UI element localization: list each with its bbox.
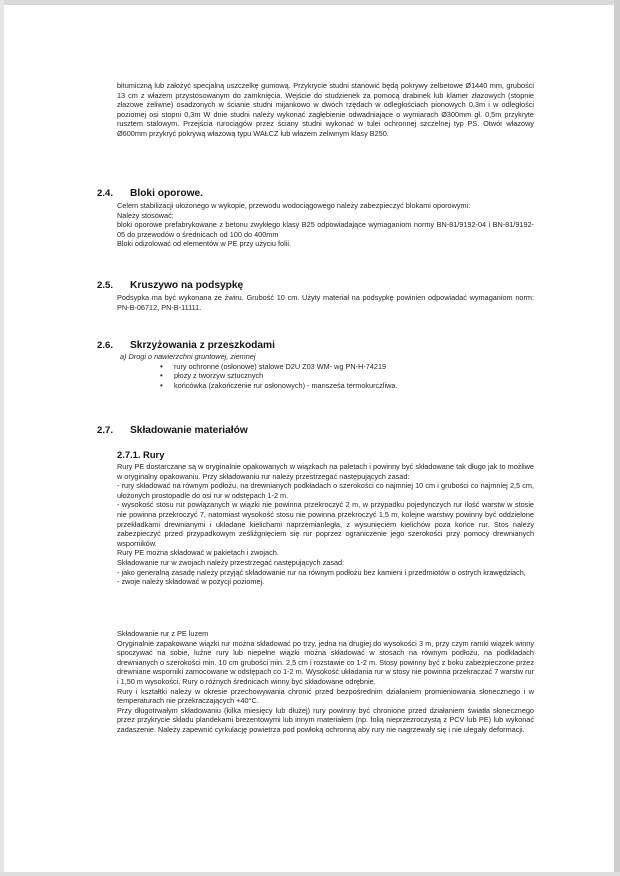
section-2-7-number: 2.7.: [97, 425, 114, 436]
section-2-7-1-block-2: [117, 629, 534, 735]
scan-edge-left: [0, 0, 4, 876]
section-2-6-title: Skrzyżowania z przeszkodami: [130, 340, 275, 351]
paragraph: Przy długotrwałym składowaniu (kilka miesięcy lub dłużej) rury powinny być chronione przed działaniem światła słonecznego przez przykrycie składu plandekami brezentowymi lub innym materiałem (np. folią nieprzezroczystą z PCV lub PE) lub wykonać zadaszenie. Należy zapewnić cyrkulację powietrza pod powłoką ochronną aby rury nie nagrzewały się i nie ulegały deformacji.: [117, 705, 534, 734]
section-2-4-line: Celem stabilizacji ułożonego w wykopie, przewodu wodociągowego należy zabezpieczyć blokami oporowymi:: [117, 201, 471, 210]
paragraph: - jako generalną zasadę należy przyjąć składowanie rur na równym podłożu bez kamieni i przedmiotów o ostrych krawędziach,: [117, 567, 526, 577]
section-2-6-number: 2.6.: [97, 340, 114, 351]
section-2-4-line: Bloki odizolować od elementów w PE przy użyciu folii.: [117, 239, 291, 249]
paragraph: - wysokość stosu rur powiązanych w wiązki nie powinna przekroczyć 2 m, w przypadku pojedynczych rur ilość warstw w stosie nie powinna przekroczyć 7, natomiast wysokość stosu nie powinna przekroczyć 1,5 m, kolejne warstwy powinny być oddzielone przekładkami drewnianymi i układane kielichami naprzemianległa, z wysunięciem kielichów poza końce rur. Stos należy zabezpieczyć przed przypadkowym ześliźgnięciem się rur poprzez ograniczenie jego szerokości przy pomocy drewnianych wsporników.: [117, 500, 534, 548]
section-2-4-number: 2.4.: [97, 188, 114, 199]
section-2-6-body: [120, 352, 537, 390]
section-2-4-body: [117, 201, 534, 249]
section-2-5-number: 2.5.: [97, 280, 114, 291]
scan-edge-bottom: [0, 872, 620, 876]
section-2-6-sublabel: a) Drogi o nawierzchni gruntowej, ziemnej: [120, 352, 256, 361]
section-2-5-text: Podsypka ma być wykonana ze żwiru. Grubość 10 cm. Użyty materiał na podsypkę powinien odpowiadać wymaganiom norm: PN-B-06712, PN-B-11111.: [117, 293, 534, 312]
list-item: • rury ochronne (osłonowe) stalowe D2U Z03 WM- wg PN-H-74219: [120, 362, 537, 372]
intro-text: bitumiczną lub założyć specjalną uszczelkę gumową. Przykrycie studni stanowić będą pokrywy żelbetowe Ø1440 mm, grubości 13 cm z włazem przystosowanym do zamknięcia. Wejście do studzienek za pomocą drabinek lub klamer złazowych (stopnie złazowe żeliwne) osadzonych w ścianie studni mijankowo w dwóch rzędach w odległościach pionowych 0,3m i w odległości poziomej osi stopni 0,3m W dnie studni należy wykonać zagłębienie odwadniające o wymiarach Ø300mm gł. 0,5m przykryte rusztem stalowym. Przejścia rurociągów przez ściany studni wykonać w tulei ochronnej szczelnej typ PS. Otwór włazowy Ø600mm przykryć pokrywą włazową typu WAŁCZ lub włazem żeliwnym klasy B250.: [117, 81, 534, 138]
list-item: • płozy z tworzyw sztucznych: [120, 371, 537, 381]
section-2-6-list: [120, 362, 537, 391]
paragraph: Rury PE dostarczane są w oryginalnie opakowanych w wiązkach na paletach i powinny być składowane tak długo jak to możliwe w oryginalny opakowaniu. Przy składowaniu rur należy przestrzegać następujących zasad:: [117, 462, 534, 481]
section-2-4-line: bloki oporowe prefabrykowane z betonu zwykłego klasy B25 odpowiadające wymaganiom normy BN-81/9192-04 i BN-81/9192-05 do przewodów o średnicach od 100 do 400mm: [117, 220, 534, 239]
intro-paragraph: [117, 81, 534, 139]
section-2-4-line: Należy stosować:: [117, 210, 174, 220]
section-2-7-title: Składowanie materiałów: [130, 425, 248, 436]
paragraph: Rury PE można składować w pakietach i zwojach.: [117, 548, 279, 558]
paragraph: Rury i kształtki należy w okresie przechowywania chronić przed bezpośrednim działaniem promieniowania słonecznego i w temperaturach nie przekraczających +40°C.: [117, 686, 534, 706]
section-2-5-title: Kruszywo na podsypkę: [130, 280, 244, 291]
scan-edge-top: [0, 0, 620, 5]
paragraph: Oryginalnie zapakowane wiązki rur można składować po trzy, jedna na drugiej do wysokości 3 m, przy czym ramki wiązek winny spoczywać na sobie, luźne rury lub niepełne wiązki można składować w stosach na równym podłożu, na podkładach drewnianych o szerokości min. 10 cm grubości min. 2,5 cm i rozstawie co 1-2 m. Stosy powinny być z boku zabezpieczone przez drewniane wsporniki zamocowane w odstępach co 1-2 m. Wysokość układania rur w stosy nie powinna przekraczać 7 warstw rur i 1,50 m wysokości. Rury o różnych średnicach winny być składowane odrębnie.: [117, 638, 534, 686]
paragraph: - zwoje należy składować w pozycji poziomej.: [117, 577, 265, 587]
paragraph: - rury składować na równym podłożu, na drewnianych podkładach o szerokości co najmniej 10 cm i grubości co najmniej 2,5 cm, ułożonych prostopadle do osi rur w odstępach 1-2 m.: [117, 481, 534, 500]
list-item: • końcówka (zakończenie rur osłonowych) - mansześa termokurczliwa.: [120, 381, 537, 391]
paragraph: Składowanie rur w zwojach należy przestrzegać następujących zasad:: [117, 557, 345, 567]
section-2-7-1-title: 2.7.1. Rury: [117, 449, 165, 460]
section-2-4-title: Bloki oporowe.: [130, 188, 204, 199]
section-2-5-body: [117, 293, 534, 312]
paragraph: Składowanie rur z PE luzem: [117, 629, 209, 638]
scan-edge-right: [614, 0, 620, 876]
section-2-7-1-block-1: [117, 462, 534, 587]
